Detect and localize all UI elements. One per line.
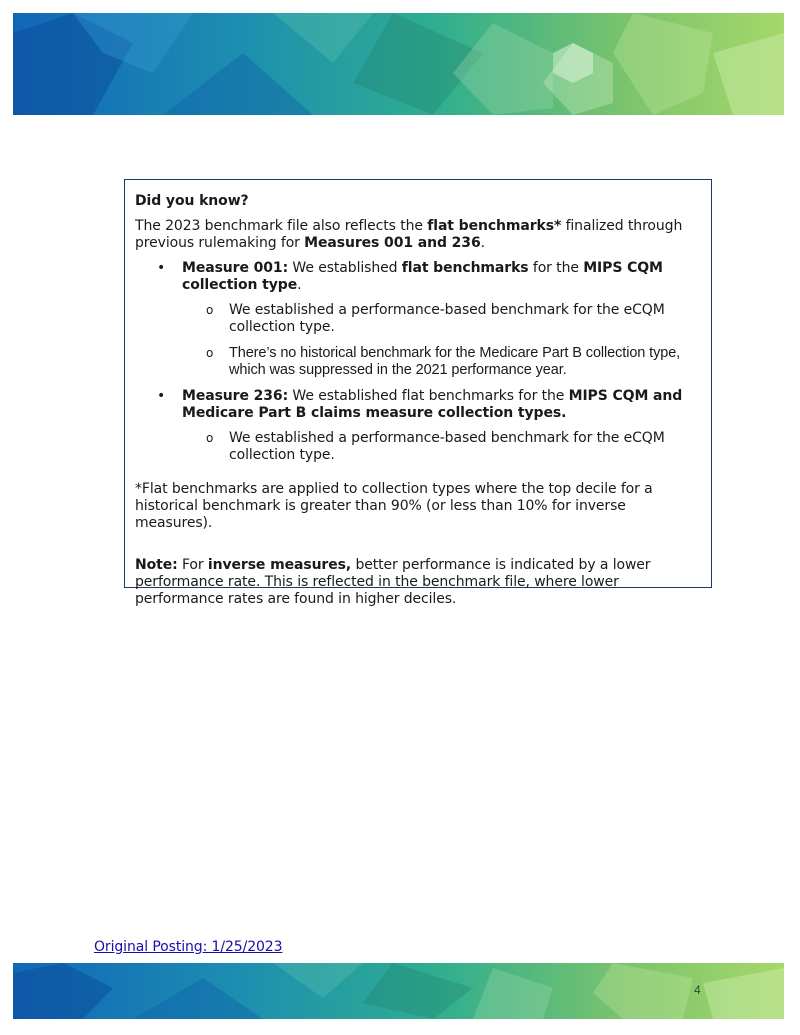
- hollow-circle-bullet-icon: o: [206, 346, 214, 360]
- callout-heading: Did you know?: [135, 193, 249, 209]
- measure-236-subitems: [182, 430, 701, 464]
- inverse-measures-note: Note: For inverse measures, better performance is indicated by a lower performance rate. This is reflected in the benchmark file, where lower performance rates are found in higher deciles.: [135, 557, 651, 607]
- bullet-icon: •: [157, 260, 166, 276]
- measure-236-item: • Measure 236: We established flat benchmarks for the MIPS CQM and Medicare Part B claims measure collection types. o We established a performance-based benchmark for the eCQM collection type.: [135, 388, 701, 464]
- measure-001-subitem: o There’s no historical benchmark for the Medicare Part B collection type, which was suppressed in the 2021 performance year.: [206, 345, 681, 378]
- callout-intro: The 2023 benchmark file also reflects the flat benchmarks* finalized through previous rulemaking for Measures 001 and 236.: [135, 218, 683, 251]
- original-posting-link[interactable]: Original Posting: 1/25/2023: [94, 939, 283, 955]
- did-you-know-callout: [124, 179, 712, 607]
- page-number: 4: [694, 983, 701, 997]
- flat-benchmark-footnote: *Flat benchmarks are applied to collection types where the top decile for a historical benchmark is greater than 90% (or less than 10% for inverse measures).: [135, 481, 653, 531]
- measure-001-subitem: o We established a performance-based benchmark for the eCQM collection type.: [206, 302, 665, 335]
- hollow-circle-bullet-icon: o: [206, 303, 214, 317]
- header-banner: [13, 13, 784, 115]
- measure-001-subitems: [182, 302, 701, 379]
- measure-list: [135, 260, 701, 464]
- footer-banner: [13, 963, 784, 1019]
- measure-236-subitem: o We established a performance-based benchmark for the eCQM collection type.: [206, 430, 665, 463]
- bullet-icon: •: [157, 388, 166, 404]
- hollow-circle-bullet-icon: o: [206, 431, 214, 445]
- measure-001-item: • Measure 001: We established flat benchmarks for the MIPS CQM collection type. o We established a performance-based benchmark for the eCQM collection type. o There’s no historical benchmark for the Medicare Part B collection type, which was suppressed in the 2021 performance year.: [135, 260, 701, 379]
